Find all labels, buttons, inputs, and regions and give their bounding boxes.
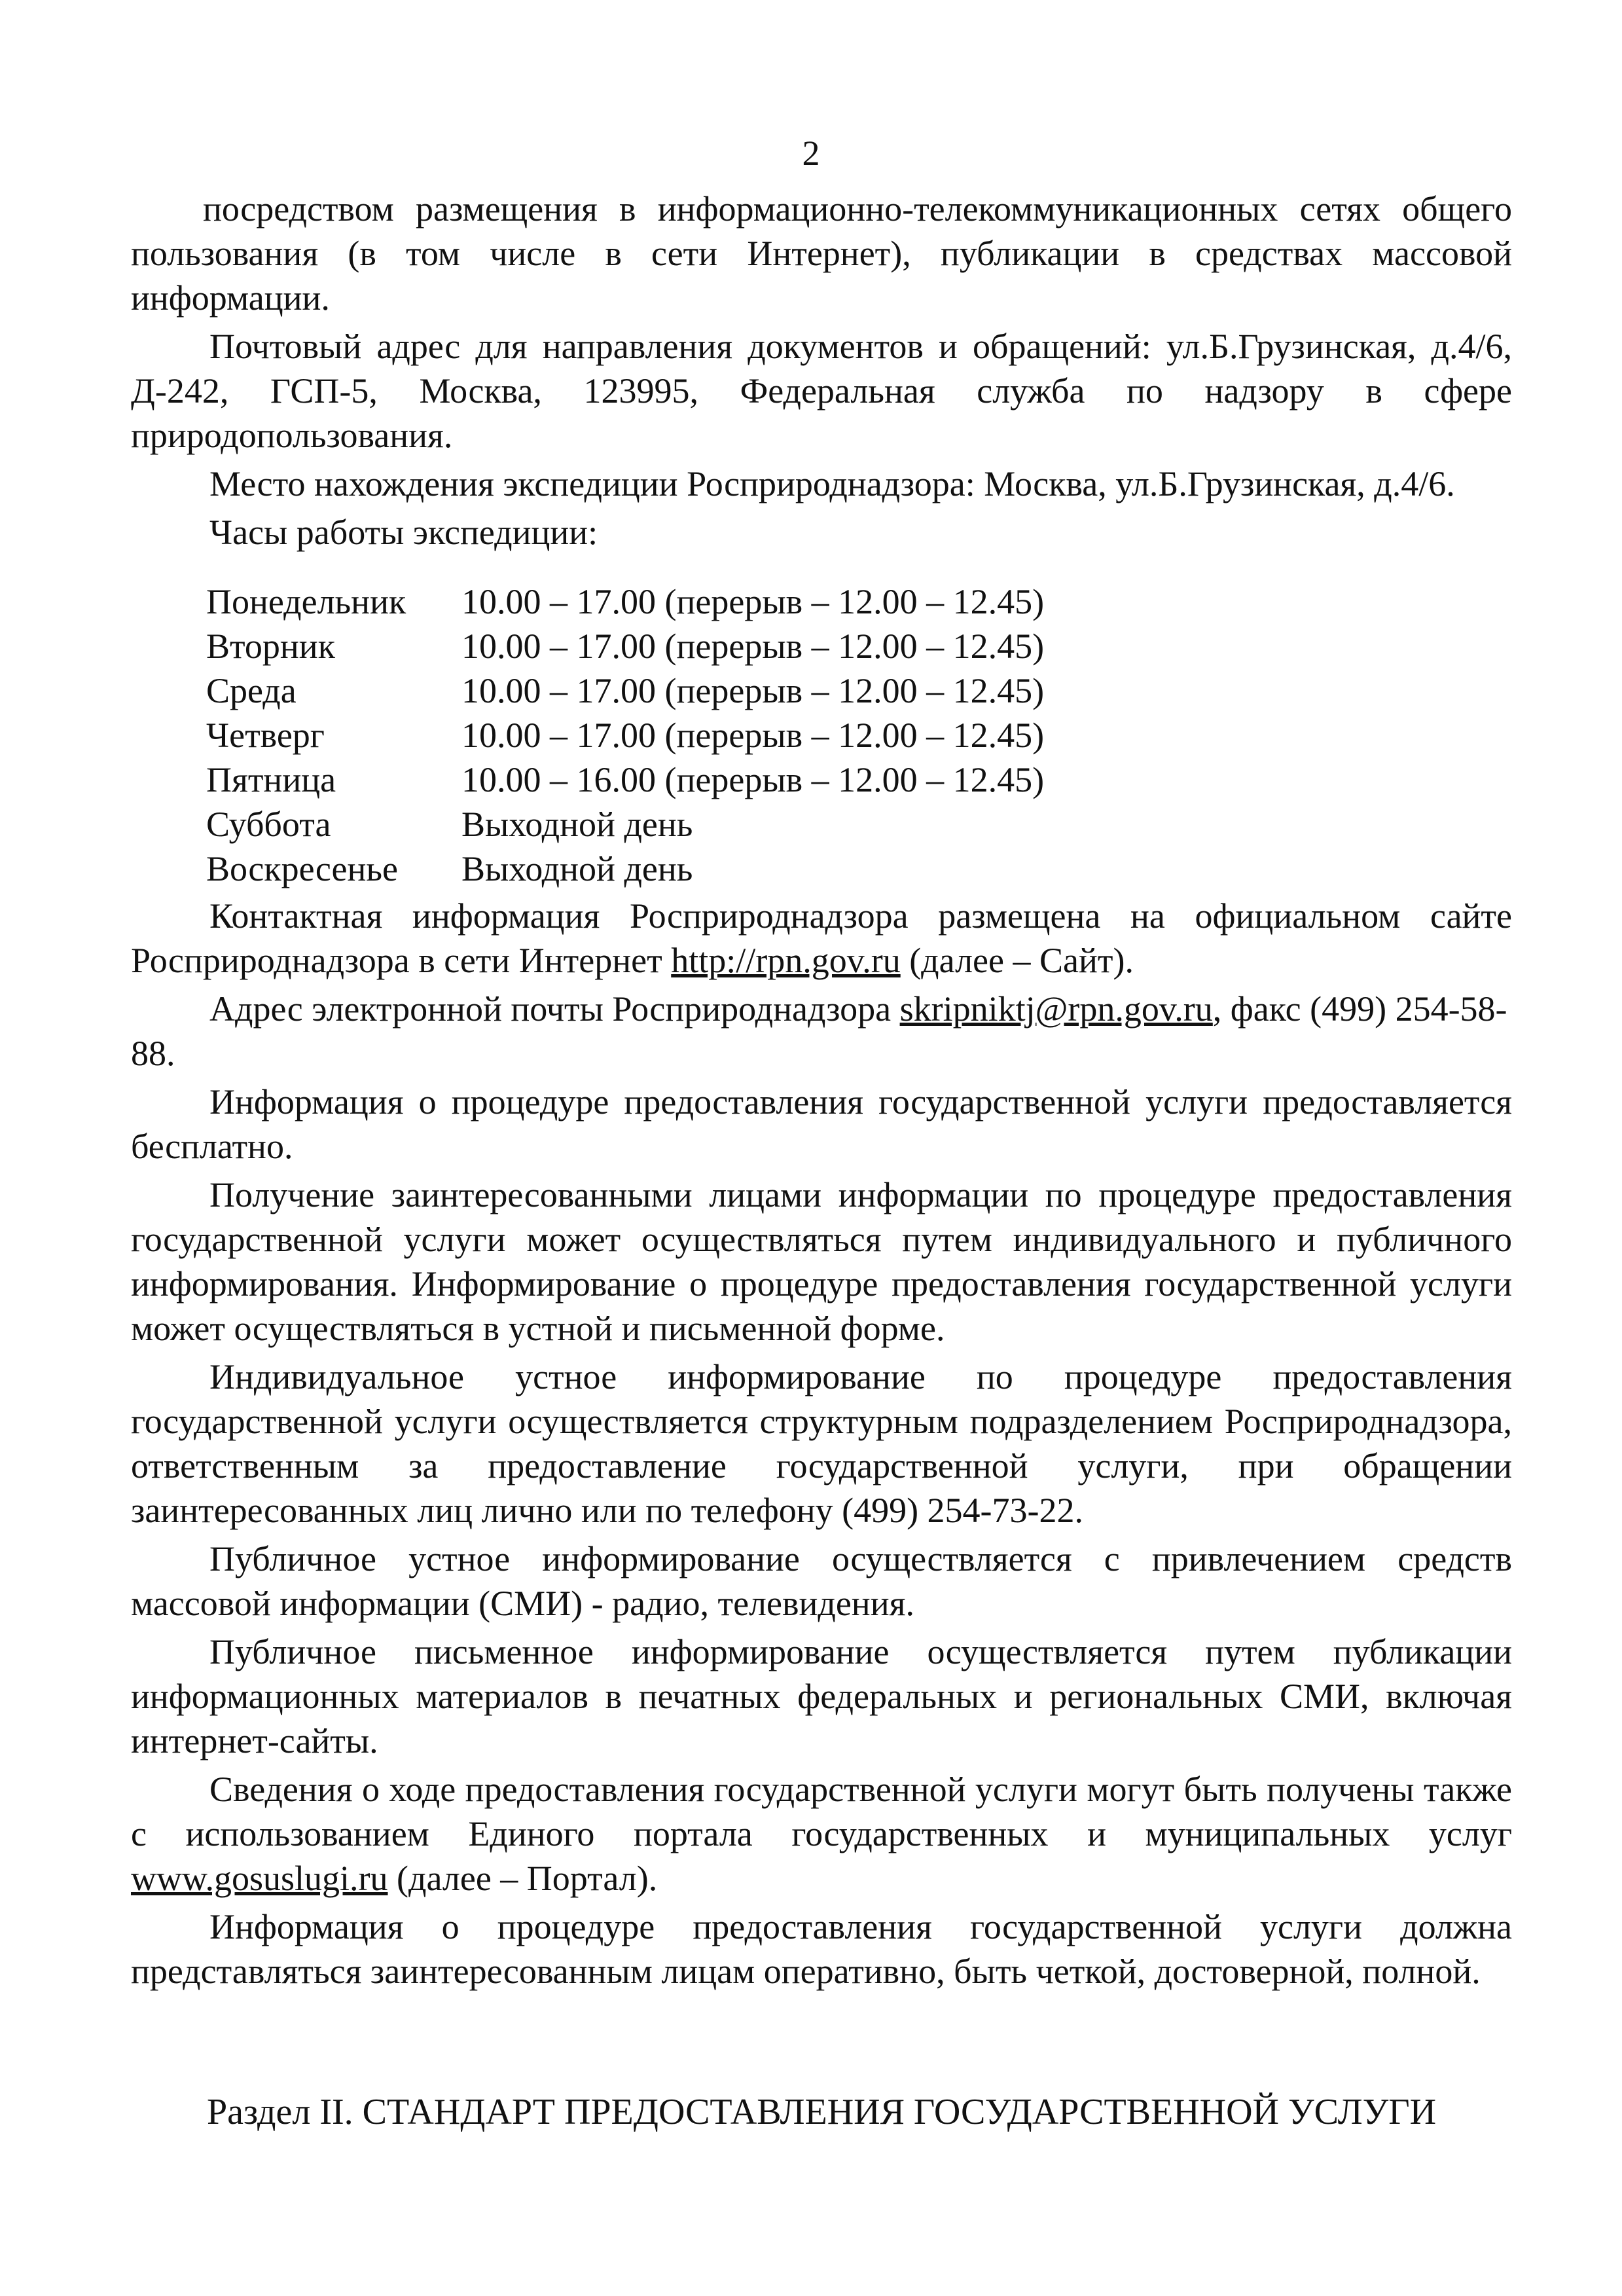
intro-paragraph-channels: посредством размещения в информационно-телекоммуникационных сетях общего пользования (в том числе в сети Интернет), публикации в средствах массовой информации. [131, 189, 1512, 318]
schedule-day: Среда [206, 671, 297, 710]
schedule-hours: 10.00 – 17.00 (перерыв – 12.00 – 12.45) [461, 716, 1045, 755]
schedule-row [206, 668, 1044, 713]
schedule-day: Суббота [206, 805, 331, 844]
contact-site-text: Контактная информация Росприроднадзора размещена на официальном сайте Росприроднадзора в сети Интернет [131, 896, 1512, 980]
portal-link[interactable]: www.gosuslugi.ru [131, 1859, 388, 1898]
schedule-row [206, 802, 1044, 847]
obtaining-information-paragraph: Получение заинтересованными лицами информации по процедуре предоставления государственной услуги может осуществляться путем индивидуального и публичного информирования. Информирование о процедуре предоставления государственной услуги может осуществляться в устной и письменной форме. [131, 1175, 1512, 1348]
information-requirements-paragraph: Информация о процедуре предоставления государственной услуги должна представляться заинтересованным лицам оперативно, быть четкой, достоверной, полной. [131, 1907, 1512, 1991]
schedule-day: Воскресенье [206, 849, 398, 888]
page-number: 2 [802, 134, 820, 173]
email-link[interactable]: skripniktj@rpn.gov.ru [899, 989, 1213, 1029]
schedule-hours: 10.00 – 17.00 (перерыв – 12.00 – 12.45) [461, 582, 1045, 621]
contact-site-paragraph [131, 894, 1512, 983]
schedule-hours: 10.00 – 17.00 (перерыв – 12.00 – 12.45) [461, 671, 1045, 710]
contact-email-paragraph [131, 987, 1512, 1076]
schedule-day: Вторник [206, 627, 335, 666]
site-link[interactable]: http://rpn.gov.ru [671, 941, 901, 980]
intro-section [131, 187, 1512, 558]
contact-fax-text: , факс (499) 254-58-88. [131, 989, 1507, 1073]
schedule-row [206, 579, 1044, 624]
information-section [131, 894, 1512, 1997]
schedule-row [206, 713, 1044, 757]
schedule-day: Пятница [206, 760, 336, 799]
schedule-hours: 10.00 – 16.00 (перерыв – 12.00 – 12.45) [461, 760, 1045, 799]
schedule-table [206, 579, 1044, 891]
contact-site-suffix: (далее – Сайт). [900, 941, 1134, 980]
public-written-informing-paragraph: Публичное письменное информирование осуществляется путем публикации информационных материалов в печатных федеральных и региональных СМИ, включая интернет-сайты. [131, 1632, 1512, 1760]
schedule-row [206, 757, 1044, 802]
schedule-hours: Выходной день [461, 849, 693, 888]
portal-suffix: (далее – Портал). [387, 1859, 658, 1898]
portal-paragraph [131, 1767, 1512, 1901]
postal-address-paragraph: Почтовый адрес для направления документов и обращений: ул.Б.Грузинская, д.4/6, Д-242, ГСП-5, Москва, 123995, Федеральная служба по надзору в сфере природопользования. [131, 327, 1512, 455]
schedule-hours: 10.00 – 17.00 (перерыв – 12.00 – 12.45) [461, 627, 1045, 666]
contact-email-text: Адрес электронной почты Росприроднадзора [209, 989, 900, 1029]
schedule-row [206, 847, 1044, 891]
individual-informing-paragraph: Индивидуальное устное информирование по процедуре предоставления государственной услуги осуществляется структурным подразделением Росприроднадзора, ответственным за предоставление государственной услуги, при обращении заинтересованных лиц лично или по телефону (499) 254-73-22. [131, 1357, 1512, 1530]
hours-heading: Часы работы экспедиции: [209, 513, 598, 552]
portal-text: Сведения о ходе предоставления государственной услуги могут быть получены также с использованием Единого портала государственных и муниципальных услуг [131, 1770, 1512, 1853]
expedition-location-paragraph: Место нахождения экспедиции Росприроднадзора: Москва, ул.Б.Грузинская, д.4/6. [209, 464, 1455, 503]
schedule-row [206, 624, 1044, 668]
schedule-day: Четверг [206, 716, 325, 755]
schedule-day: Понедельник [206, 582, 406, 621]
section-title: Раздел II. СТАНДАРТ ПРЕДОСТАВЛЕНИЯ ГОСУДАРСТВЕННОЙ УСЛУГИ [206, 2092, 1437, 2132]
free-information-paragraph: Информация о процедуре предоставления государственной услуги предоставляется бесплатно. [131, 1082, 1512, 1166]
schedule-hours: Выходной день [461, 805, 693, 844]
public-oral-informing-paragraph: Публичное устное информирование осуществляется с привлечением средств массовой информации (СМИ) - радио, телевидения. [131, 1539, 1512, 1623]
